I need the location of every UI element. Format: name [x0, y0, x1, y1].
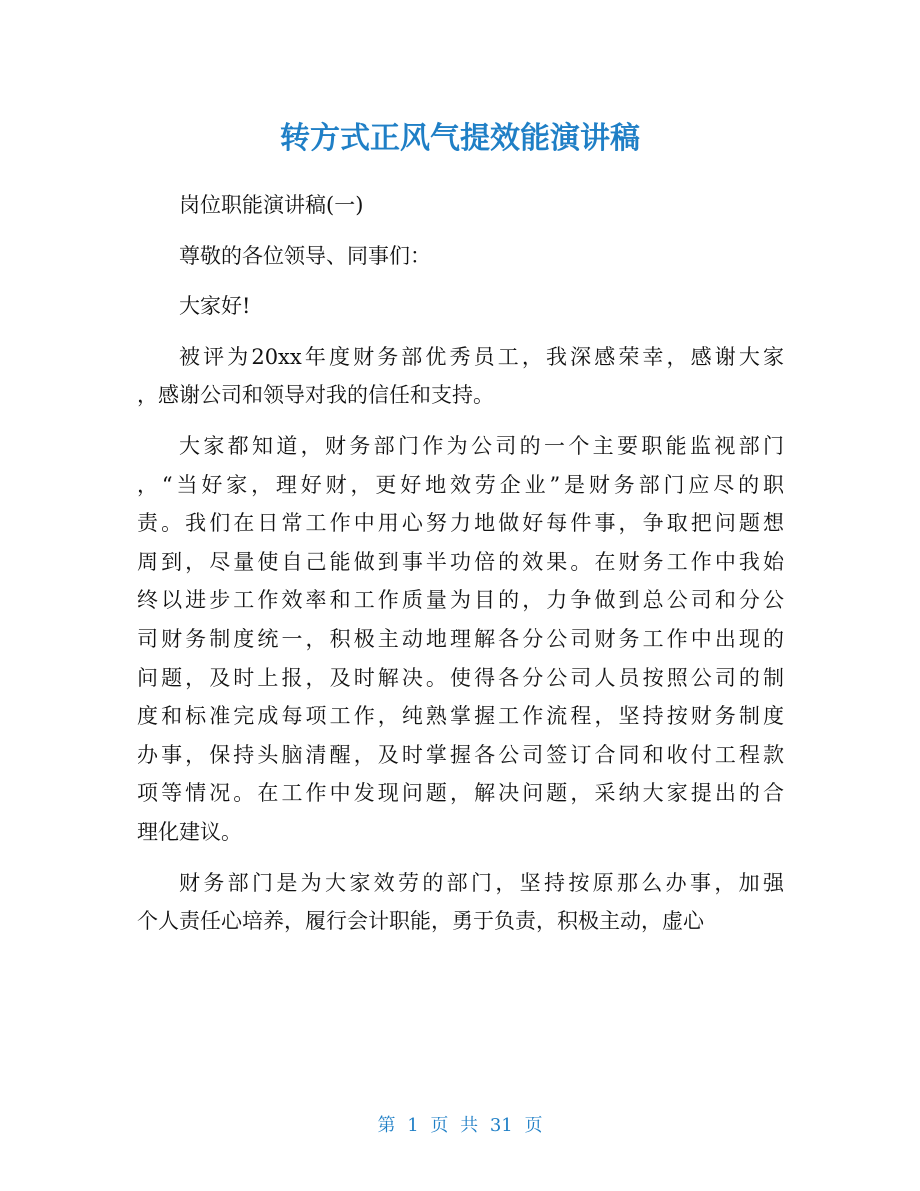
paragraph-line: 被评为20xx年度财务部优秀员工，我深感荣幸，感谢大家: [179, 344, 784, 369]
paragraph-spacing: [137, 275, 784, 287]
paragraph-line: ，“当好家，理好财，更好地效劳企业”是财务部门应尽的职: [137, 472, 784, 497]
paragraph-spacing: [137, 852, 784, 864]
paragraph: [137, 338, 784, 415]
paragraph-line: 尊敬的各位领导、同事们：: [179, 243, 431, 268]
paragraph-line: 财务部门是为大家效劳的部门，坚持按原那么办事，加强: [179, 870, 784, 895]
paragraph: [137, 237, 784, 276]
paragraph-line: 度和标准完成每项工作，纯熟掌握工作流程，坚持按财务制度: [137, 704, 784, 729]
paragraph-line: 问题，及时上报，及时解决。使得各分公司人员按照公司的制: [137, 665, 784, 690]
paragraph: [137, 427, 784, 852]
paragraph-line: 司财务制度统一，积极主动地理解各分公司财务工作中出现的: [137, 626, 784, 651]
paragraph-line: 责。我们在日常工作中用心努力地做好每件事，争取把问题想: [137, 511, 784, 536]
paragraph-line: 岗位职能演讲稿(一): [179, 193, 364, 217]
paragraph-line: 大家好!: [179, 294, 251, 319]
paragraph-spacing: [137, 415, 784, 427]
paragraph-spacing: [137, 326, 784, 338]
paragraph-line: ，感谢公司和领导对我的信任和支持。: [137, 383, 494, 408]
document-title: 转方式正风气提效能演讲稿: [280, 121, 640, 156]
paragraph-line: 大家都知道，财务部门作为公司的一个主要职能监视部门: [179, 433, 784, 458]
paragraph-line: 办事，保持头脑清醒，及时掌握各公司签订合同和收付工程款: [137, 742, 784, 767]
paragraph-line: 理化建议。: [137, 819, 242, 844]
paragraph: [137, 287, 784, 326]
paragraph-line: 项等情况。在工作中发现问题，解决问题，采纳大家提出的合: [137, 781, 784, 806]
paragraph-line: 周到，尽量使自己能做到事半功倍的效果。在财务工作中我始: [137, 549, 784, 574]
paragraph: [137, 864, 784, 941]
document-body: [137, 186, 784, 941]
paragraph-line: 终以进步工作效率和工作质量为目的，力争做到总公司和分公: [137, 588, 784, 613]
page-number-footer: 第 1 页 共 31 页: [377, 1115, 543, 1136]
paragraph: [137, 186, 784, 225]
paragraph-line: 个人责任心培养，履行会计职能，勇于负责，积极主动，虚心: [137, 909, 704, 934]
paragraph-spacing: [137, 225, 784, 237]
